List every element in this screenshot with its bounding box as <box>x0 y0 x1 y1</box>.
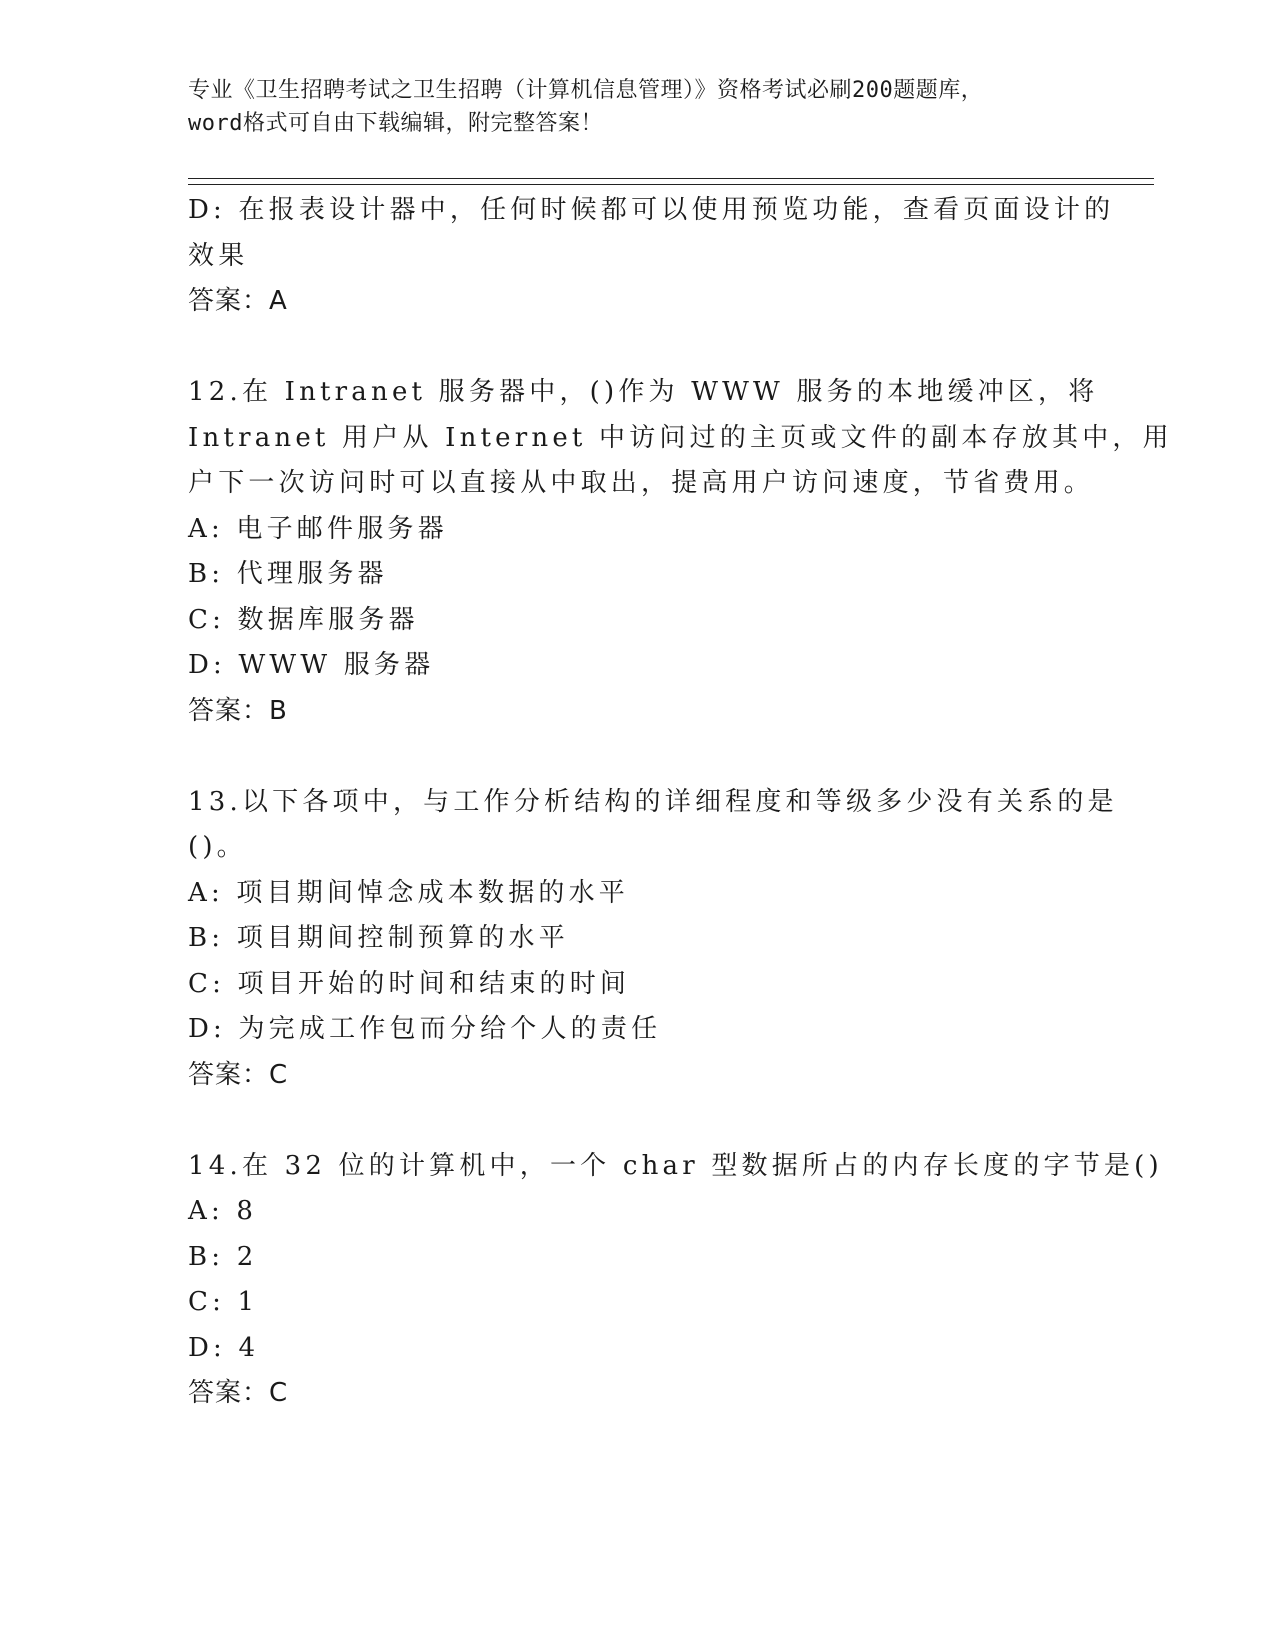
question-12 <box>188 370 1173 734</box>
option-d: D: WWW 服务器 <box>188 650 435 680</box>
question-stem: 12.在 Intranet 服务器中，()作为 WWW 服务的本地缓冲区，将 <box>188 377 1099 407</box>
option-b: B: 2 <box>188 1241 258 1272</box>
question-stem: 13.以下各项中，与工作分析结构的详细程度和等级多少没有关系的是 <box>188 786 1118 817</box>
answer: 答案：A <box>188 286 288 316</box>
option-a: A: 电子邮件服务器 <box>188 513 448 544</box>
question-stem: 户下一次访问时可以直接从中取出，提高用户访问速度，节省费用。 <box>188 468 1095 498</box>
question-14 <box>188 1144 1163 1417</box>
option-d-continued: 效果 <box>188 240 249 271</box>
option-d: D: 在报表设计器中，任何时候都可以使用预览功能，查看页面设计的 <box>188 195 1115 225</box>
question-stem: Intranet 用户从 Internet 中访问过的主页或文件的副本存放其中，用 <box>188 422 1173 453</box>
question-stem: ()。 <box>188 832 247 862</box>
spacer <box>188 734 1088 780</box>
option-c: C: 1 <box>188 1287 259 1317</box>
question-13 <box>188 780 1118 1099</box>
option-c: C: 项目开始的时间和结束的时间 <box>188 968 631 999</box>
option-d: D: 为完成工作包而分给个人的责任 <box>188 1014 662 1044</box>
option-d: D: 4 <box>188 1332 260 1363</box>
option-c: C: 数据库服务器 <box>188 604 419 635</box>
header-line-2: word格式可自由下载编辑，附完整答案！ <box>188 111 603 136</box>
option-b: B: 项目期间控制预算的水平 <box>188 923 569 953</box>
spacer <box>188 325 1088 371</box>
header-line-1: 专业《卫生招聘考试之卫生招聘（计算机信息管理）》资格考试必刷200题题库， <box>188 78 984 103</box>
spacer <box>188 1098 1088 1144</box>
option-a: A: 项目期间悼念成本数据的水平 <box>188 877 630 908</box>
option-b: B: 代理服务器 <box>188 559 388 589</box>
header-rule-bottom <box>188 184 1154 185</box>
answer: 答案：C <box>188 1059 289 1090</box>
document-body <box>188 188 1173 1417</box>
answer: 答案：B <box>188 695 288 726</box>
question-stem: 14.在 32 位的计算机中，一个 char 型数据所占的内存长度的字节是() <box>188 1150 1163 1181</box>
answer: 答案：C <box>188 1378 289 1408</box>
option-a: A: 8 <box>188 1196 258 1226</box>
prev-question <box>188 188 1115 325</box>
header-rule-top <box>188 178 1154 179</box>
page-header <box>188 74 1088 140</box>
